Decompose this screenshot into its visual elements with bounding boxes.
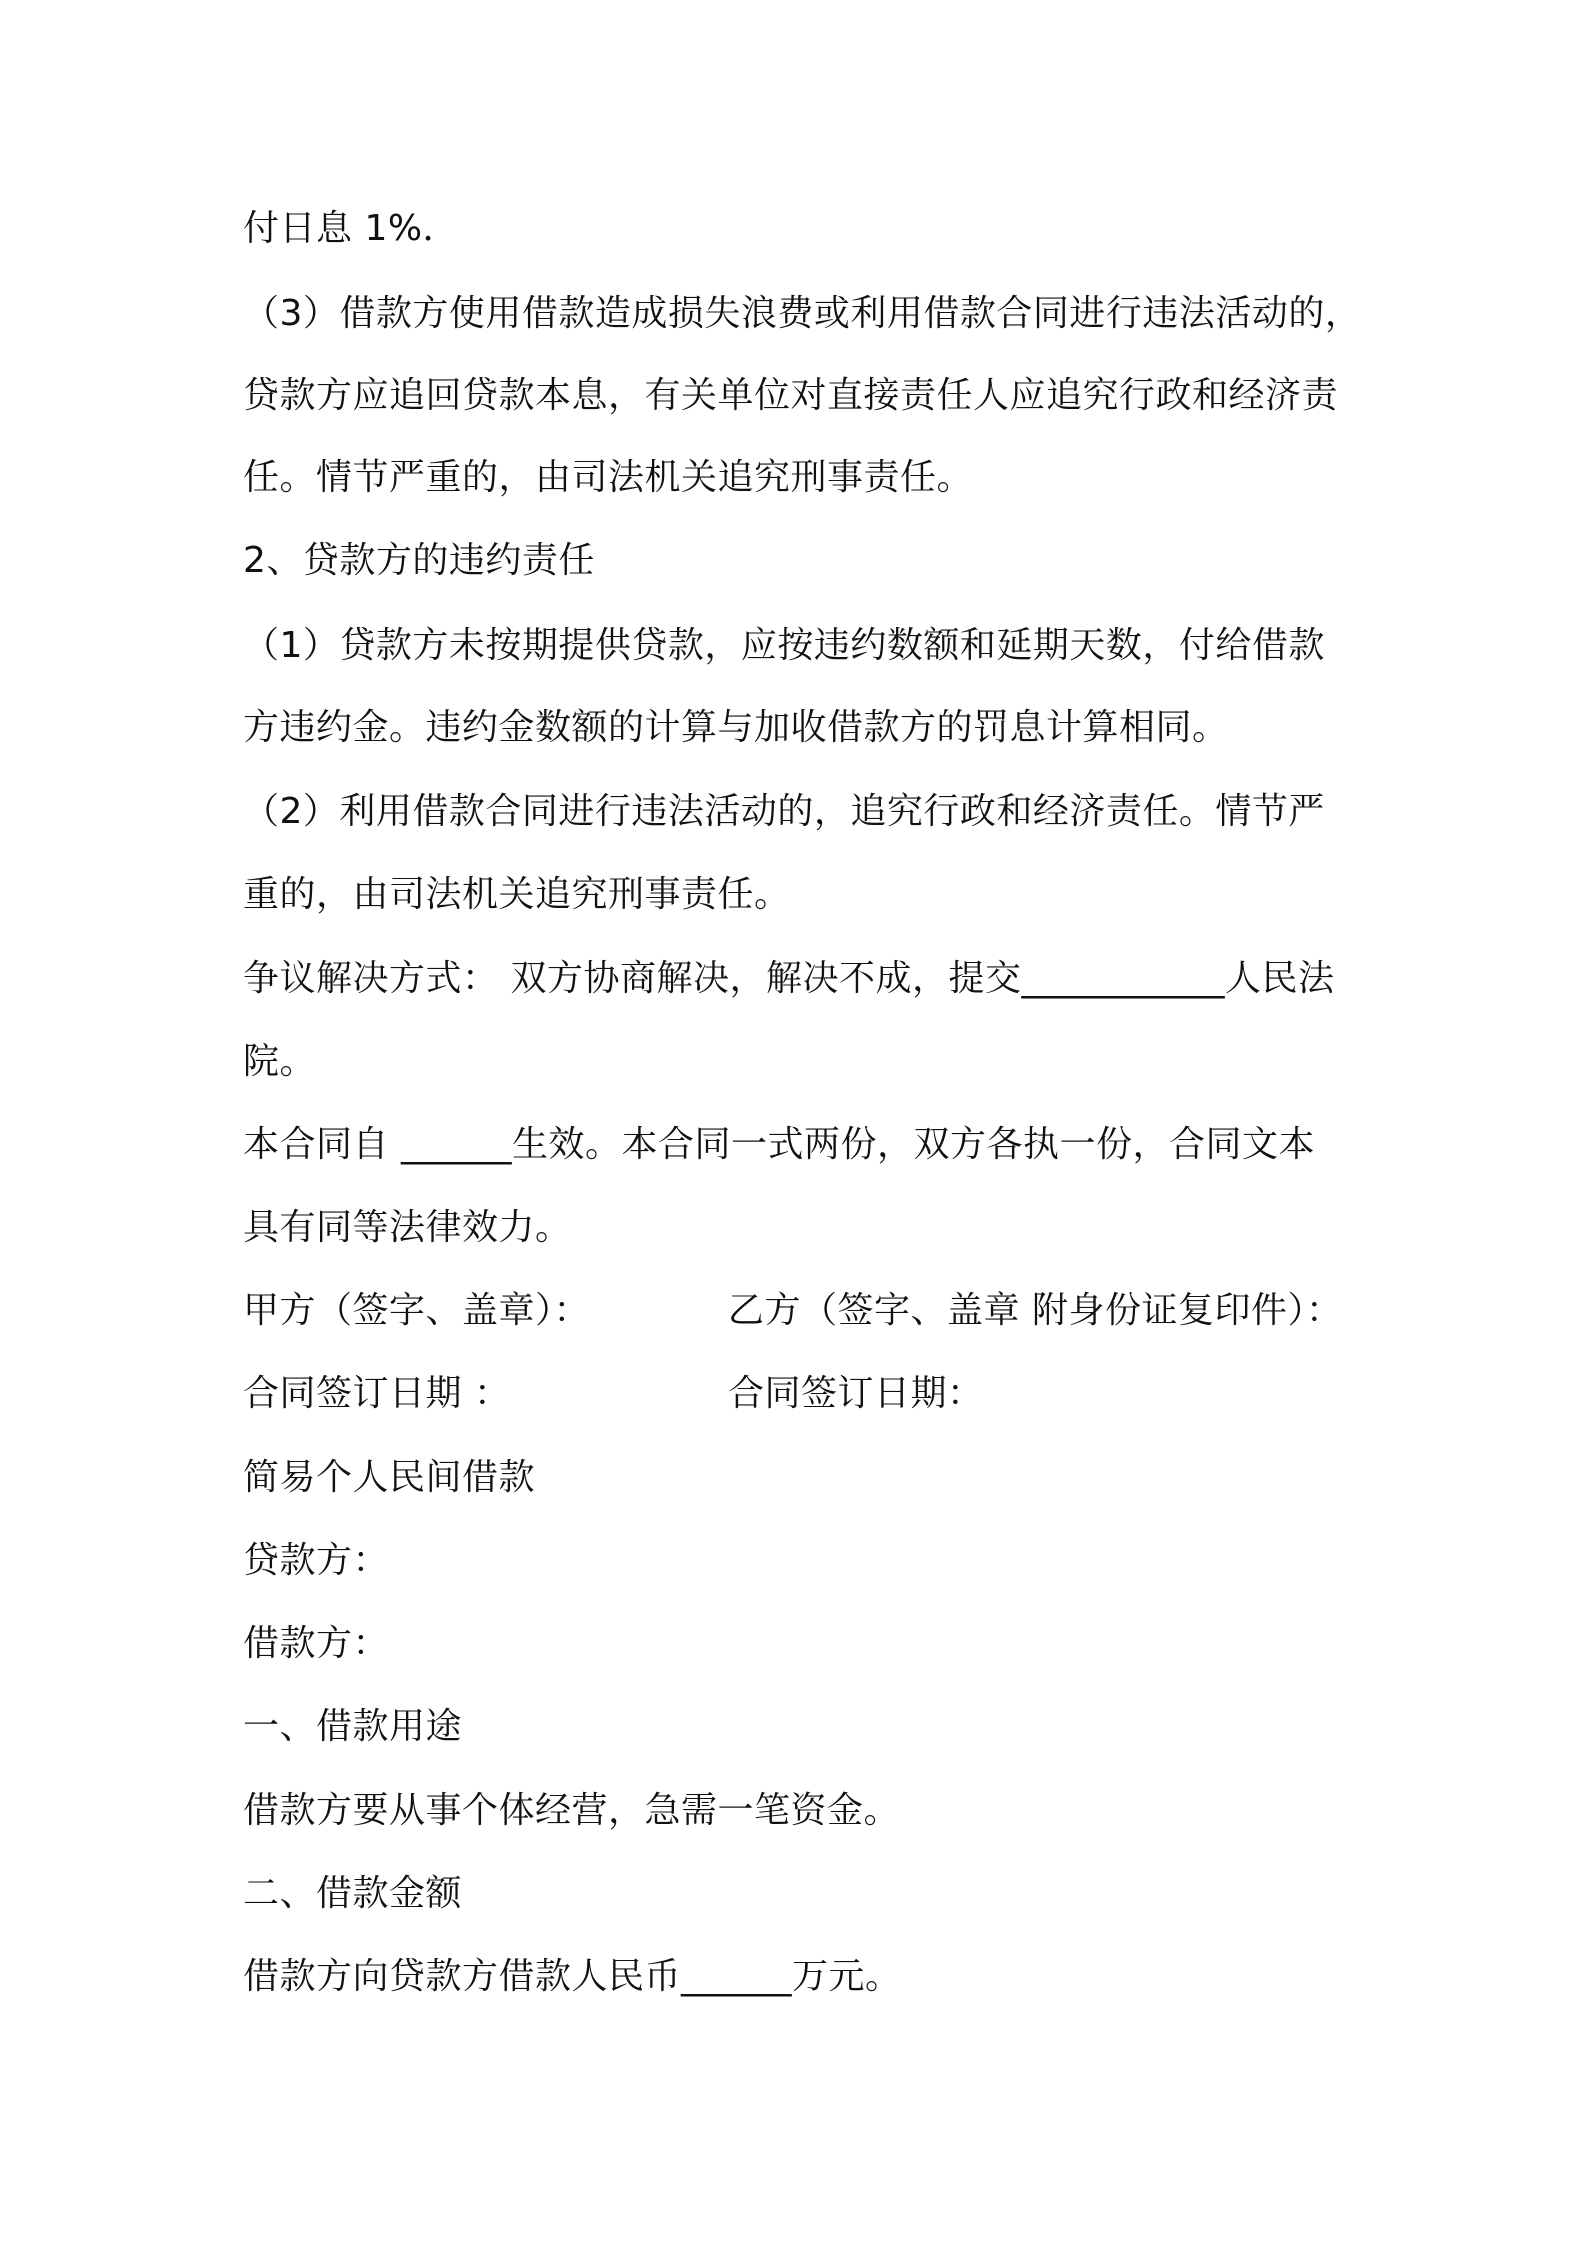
text-line: （3）借款方使用借款造成损失浪费或利用借款合同进行违法活动的， xyxy=(243,293,1362,334)
borrower-label: 借款方： xyxy=(243,1623,390,1664)
date-b-label: 合同签订日期： xyxy=(728,1373,984,1414)
section-heading: 2、贷款方的违约责任 xyxy=(243,540,595,581)
text-line: 方违约金。违约金数额的计算与加收借款方的罚息计算相同。 xyxy=(243,707,1229,748)
text-line: 重的，由司法机关追究刑事责任。 xyxy=(243,874,791,915)
signature-row xyxy=(243,1287,590,1335)
text-line: （1）贷款方未按期提供贷款，应按违约数额和延期天数，付给借款 xyxy=(243,625,1325,666)
lender-label: 贷款方： xyxy=(243,1540,390,1581)
text-line: 具有同等法律效力。 xyxy=(243,1207,572,1248)
party-b-label: 乙方（签字、盖章 附身份证复印件）： xyxy=(728,1290,1343,1331)
section-title: 简易个人民间借款 xyxy=(243,1457,536,1498)
party-a-label: 甲方（签字、盖章）： xyxy=(243,1290,591,1331)
text-line: 借款方向贷款方借款人民币______万元。 xyxy=(243,1956,902,1997)
text-line: 付日息 1%． xyxy=(243,208,460,249)
text-line: 院。 xyxy=(243,1041,317,1082)
date-row xyxy=(243,1370,510,1418)
text-line: （2）利用借款合同进行违法活动的，追究行政和经济责任。情节严 xyxy=(243,791,1325,832)
date-a-label: 合同签订日期 ： xyxy=(243,1373,511,1414)
section-heading: 一、借款用途 xyxy=(243,1706,463,1747)
text-line: 争议解决方式： 双方协商解决，解决不成，提交___________人民法 xyxy=(243,958,1335,999)
text-line: 任。情节严重的，由司法机关追究刑事责任。 xyxy=(243,457,974,498)
text-line: 借款方要从事个体经营，急需一笔资金。 xyxy=(243,1790,901,1831)
section-heading: 二、借款金额 xyxy=(243,1873,463,1914)
text-line: 本合同自 ______生效。本合同一式两份，双方各执一份，合同文本 xyxy=(243,1124,1315,1165)
text-line: 贷款方应追回贷款本息，有关单位对直接责任人应追究行政和经济责 xyxy=(243,375,1339,416)
